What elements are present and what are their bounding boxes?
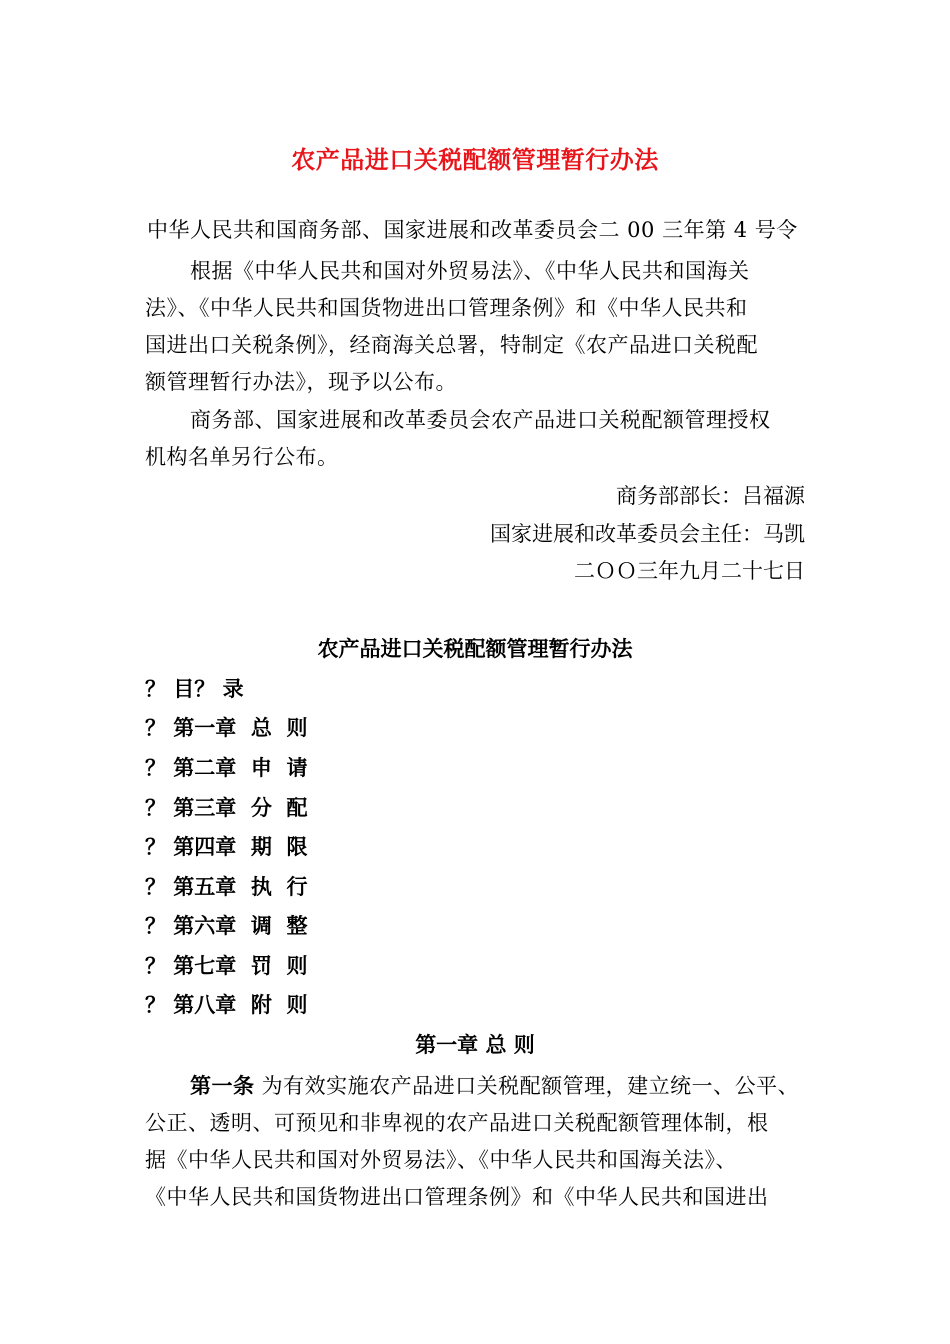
toc-chapter-3: ？ 第三章 分 配 (145, 796, 308, 820)
paragraph2-line1: 商务部、国家进展和改革委员会农产品进口关税配额管理授权 (190, 408, 771, 432)
signature-date: 二ＯＯ三年九月二十七日 (574, 559, 805, 583)
article1-line2: 公正、透明、可预见和非卑视的农产品进口关税配额管理体制，根 (145, 1111, 769, 1135)
toc-chapter-2: ？ 第二章 申 请 (145, 756, 308, 780)
paragraph1-line2: 法》、《中华人民共和国货物进出口管理条例》和《中华人民共和 (145, 296, 748, 320)
signature-minister-commerce: 商务部部长：吕福源 (616, 484, 805, 508)
toc-chapter-6: ？ 第六章 调 整 (145, 914, 308, 938)
document-title: 农产品进口关税配额管理暂行办法 (291, 146, 659, 174)
toc-chapter-1: ？ 第一章 总 则 (145, 716, 308, 740)
toc-chapter-5: ？ 第五章 执 行 (145, 875, 308, 899)
article1-line4: 《中华人民共和国货物进出口管理条例》和《中华人民共和国进出 (145, 1185, 769, 1209)
article1-line3: 据《中华人民共和国对外贸易法》、《中华人民共和国海关法》、 (145, 1148, 737, 1172)
paragraph1-line1: 根据《中华人民共和国对外贸易法》、《中华人民共和国海关 (190, 259, 750, 283)
toc-chapter-8: ？ 第八章 附 则 (145, 993, 308, 1017)
article1-line1-text: 为有效实施农产品进口关税配额管理，建立统一、公平、 (254, 1074, 800, 1098)
toc-chapter-4: ？ 第四章 期 限 (145, 835, 308, 859)
decree-line: 中华人民共和国商务部、国家进展和改革委员会二 00 三年第 4 号令 (147, 218, 798, 242)
article1-label: 第一条 (190, 1074, 255, 1098)
toc-chapter-7: ？ 第七章 罚 则 (145, 954, 308, 978)
paragraph2-line2: 机构名单另行公布。 (145, 445, 339, 469)
paragraph1-line3: 国进出口关税条例》，经商海关总署，特制定《农产品进口关税配 (145, 333, 758, 357)
chapter1-title: 第一章 总 则 (415, 1033, 535, 1057)
paragraph1-line4: 额管理暂行办法》，现予以公布。 (145, 370, 457, 394)
signature-director-ndrc: 国家进展和改革委员会主任：马凯 (490, 522, 805, 546)
toc-heading: ？ 目？ 录 (145, 677, 244, 701)
article1-line1 (190, 1071, 799, 1101)
document-subtitle: 农产品进口关税配额管理暂行办法 (317, 637, 633, 661)
